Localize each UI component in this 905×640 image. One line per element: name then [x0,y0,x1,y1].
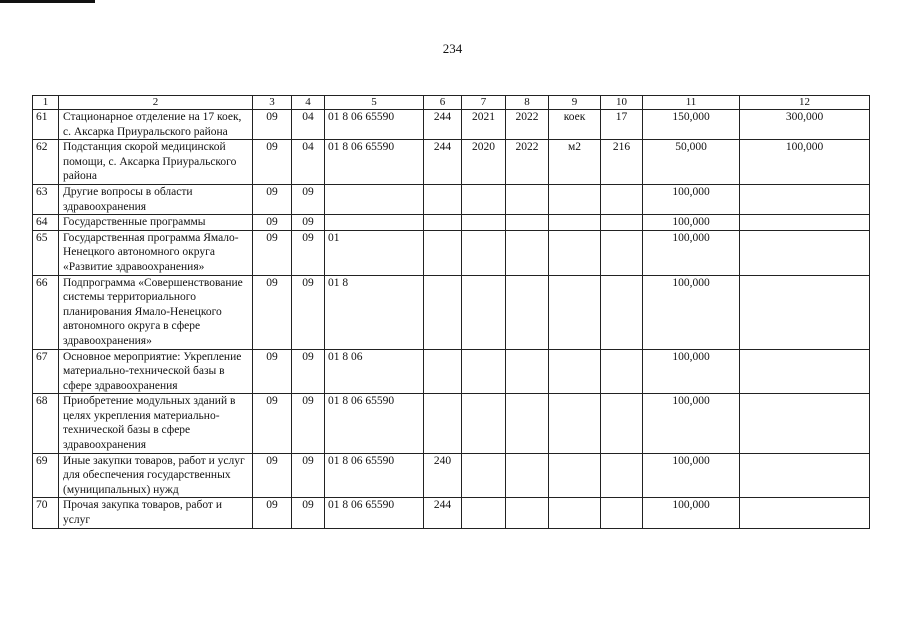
row-number: 68 [33,394,59,453]
row-number: 61 [33,110,59,140]
amount-col-12 [740,498,870,528]
column-header: 12 [740,96,870,110]
column-header: 1 [33,96,59,110]
start-year [462,453,506,498]
amount-col-11: 100,000 [643,215,740,231]
row-name: Государственная программа Ямало-Ненецкого автономного округа «Развитие здравоохранения» [59,230,253,275]
end-year: 2022 [506,140,549,185]
capacity-value [601,230,643,275]
table-row [33,394,870,453]
row-name: Иные закупки товаров, работ и услуг для обеспечения государственных (муниципальных) нужд [59,453,253,498]
subsection-code: 09 [292,498,325,528]
table-row [33,349,870,394]
row-number: 62 [33,140,59,185]
row-name: Прочая закупка товаров, работ и услуг [59,498,253,528]
table-row [33,275,870,349]
subsection-code: 09 [292,275,325,349]
subsection-code: 09 [292,215,325,231]
amount-col-11: 150,000 [643,110,740,140]
table-row [33,498,870,528]
row-name: Основное мероприятие: Укрепление материально-технической базы в сфере здравоохранения [59,349,253,394]
column-header: 5 [325,96,424,110]
column-header: 10 [601,96,643,110]
start-year [462,349,506,394]
row-number: 70 [33,498,59,528]
capacity-value [601,453,643,498]
section-code: 09 [253,110,292,140]
amount-col-12: 300,000 [740,110,870,140]
section-code: 09 [253,215,292,231]
capacity-unit [549,230,601,275]
subsection-code: 09 [292,394,325,453]
amount-col-11: 100,000 [643,184,740,214]
table-row [33,453,870,498]
amount-col-11: 100,000 [643,230,740,275]
start-year [462,230,506,275]
target-article-code: 01 8 06 65590 [325,453,424,498]
amount-col-11: 50,000 [643,140,740,185]
column-header: 2 [59,96,253,110]
row-name: Стационарное отделение на 17 коек, с. Аксарка Приуральского района [59,110,253,140]
end-year [506,349,549,394]
end-year [506,394,549,453]
capacity-unit [549,215,601,231]
row-name: Подпрограмма «Совершенствование системы территориального планирования Ямало-Ненецкого автономного округа в сфере здравоохранения» [59,275,253,349]
end-year: 2022 [506,110,549,140]
subsection-code: 09 [292,349,325,394]
expense-type-code: 244 [424,110,462,140]
target-article-code [325,215,424,231]
expense-type-code [424,275,462,349]
subsection-code: 04 [292,110,325,140]
capacity-unit [549,275,601,349]
target-article-code: 01 8 06 65590 [325,140,424,185]
start-year [462,215,506,231]
column-header: 9 [549,96,601,110]
amount-col-12: 100,000 [740,140,870,185]
expense-type-code [424,215,462,231]
budget-table [32,95,870,529]
scan-top-mark [0,0,95,3]
capacity-unit [549,453,601,498]
table-row [33,230,870,275]
start-year [462,184,506,214]
capacity-value [601,184,643,214]
capacity-unit: м2 [549,140,601,185]
page-number: 234 [442,41,463,56]
expense-type-code: 244 [424,498,462,528]
amount-col-12 [740,349,870,394]
start-year [462,394,506,453]
amount-col-11: 100,000 [643,275,740,349]
target-article-code: 01 [325,230,424,275]
amount-col-12 [740,275,870,349]
amount-col-12 [740,394,870,453]
capacity-value [601,215,643,231]
subsection-code: 09 [292,184,325,214]
subsection-code: 09 [292,453,325,498]
row-name: Подстанция скорой медицинской помощи, с. Аксарка Приуральского района [59,140,253,185]
capacity-unit [549,349,601,394]
row-name: Государственные программы [59,215,253,231]
amount-col-11: 100,000 [643,498,740,528]
subsection-code: 09 [292,230,325,275]
end-year [506,230,549,275]
amount-col-11: 100,000 [643,394,740,453]
capacity-unit [549,498,601,528]
row-name: Другие вопросы в области здравоохранения [59,184,253,214]
column-header: 7 [462,96,506,110]
section-code: 09 [253,140,292,185]
amount-col-12 [740,453,870,498]
capacity-value [601,275,643,349]
section-code: 09 [253,394,292,453]
row-number: 63 [33,184,59,214]
capacity-unit: коек [549,110,601,140]
expense-type-code: 244 [424,140,462,185]
end-year [506,184,549,214]
capacity-value [601,394,643,453]
column-header: 4 [292,96,325,110]
row-number: 65 [33,230,59,275]
target-article-code: 01 8 06 65590 [325,394,424,453]
expense-type-code [424,394,462,453]
end-year [506,498,549,528]
target-article-code: 01 8 06 65590 [325,110,424,140]
row-number: 66 [33,275,59,349]
section-code: 09 [253,184,292,214]
row-number: 69 [33,453,59,498]
capacity-value [601,349,643,394]
capacity-value: 216 [601,140,643,185]
header-row [33,96,870,110]
capacity-unit [549,184,601,214]
table-row [33,140,870,185]
end-year [506,215,549,231]
table-row [33,184,870,214]
section-code: 09 [253,349,292,394]
capacity-value: 17 [601,110,643,140]
table-body [33,110,870,529]
start-year [462,498,506,528]
expense-type-code [424,349,462,394]
expense-type-code [424,230,462,275]
target-article-code: 01 8 06 [325,349,424,394]
target-article-code: 01 8 [325,275,424,349]
row-number: 67 [33,349,59,394]
amount-col-11: 100,000 [643,349,740,394]
amount-col-12 [740,215,870,231]
expense-type-code: 240 [424,453,462,498]
column-header: 11 [643,96,740,110]
column-header: 6 [424,96,462,110]
target-article-code: 01 8 06 65590 [325,498,424,528]
row-number: 64 [33,215,59,231]
subsection-code: 04 [292,140,325,185]
section-code: 09 [253,230,292,275]
start-year: 2021 [462,110,506,140]
end-year [506,453,549,498]
start-year: 2020 [462,140,506,185]
capacity-value [601,498,643,528]
column-header: 3 [253,96,292,110]
section-code: 09 [253,453,292,498]
amount-col-12 [740,230,870,275]
table-row [33,110,870,140]
start-year [462,275,506,349]
end-year [506,275,549,349]
row-name: Приобретение модульных зданий в целях укрепления материально-технической базы в сфере здравоохранения [59,394,253,453]
capacity-unit [549,394,601,453]
amount-col-11: 100,000 [643,453,740,498]
amount-col-12 [740,184,870,214]
expense-type-code [424,184,462,214]
section-code: 09 [253,498,292,528]
table-row [33,215,870,231]
section-code: 09 [253,275,292,349]
column-header: 8 [506,96,549,110]
target-article-code [325,184,424,214]
